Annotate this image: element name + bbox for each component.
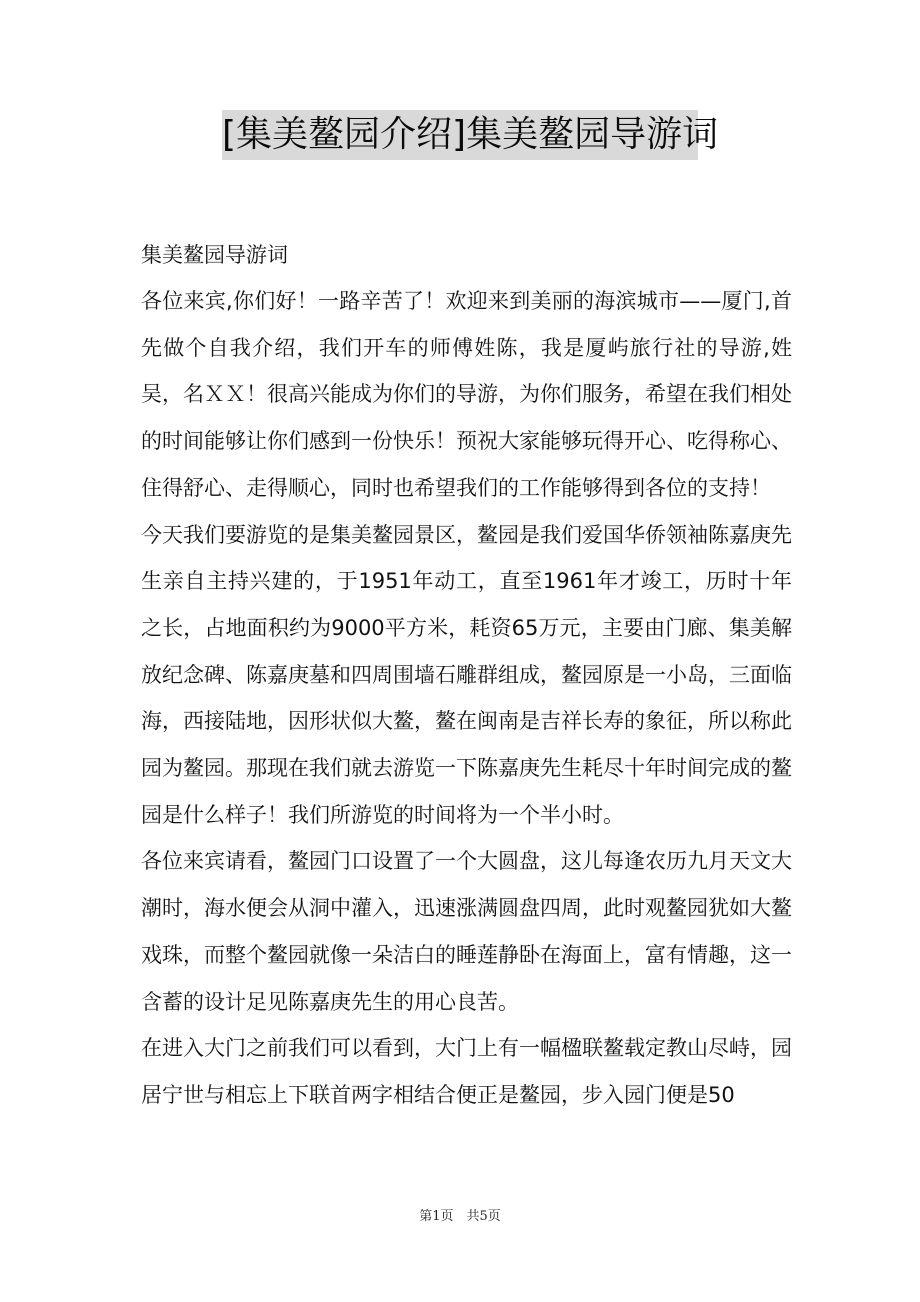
paragraph-welcome: 各位来宾,你们好！一路辛苦了！欢迎来到美丽的海滨城市——厦门,首先做个自我介绍，我们开车的师傅姓陈，我是厦屿旅行社的导游,姓吴，名ＸＸ！很高兴能成为你们的导游，为你们服务，希望在我们相处的时间能够让你们感到一份快乐！预祝大家能够玩得开心、吃得称心、住得舒心、走得顺心，同时也希望我们的工作能够得到各位的支持！ (141, 289, 792, 500)
page-footer: 第1页 共5页 (419, 1209, 501, 1224)
section-heading: 集美鳌园导游词 (141, 243, 288, 267)
document-title: [集美鳌园介绍]集美鳌园导游词 (222, 110, 698, 160)
document-body (141, 232, 792, 1119)
paragraph-entrance-disc: 各位来宾请看，鳌园门口设置了一个大圆盘，这儿每逢农历九月天文大潮时，海水便会从洞中灌入，迅速涨满圆盘四周，此时观鳌园犹如大鳌戏珠，而整个鳌园就像一朵洁白的睡莲静卧在海面上，富有情趣，这一含蓄的设计足见陈嘉庚先生的用心良苦。 (141, 849, 792, 1014)
paragraph-introduction: 今天我们要游览的是集美鳌园景区，鳌园是我们爱国华侨领袖陈嘉庚先生亲自主持兴建的，于1951年动工，直至1961年才竣工，历时十年之长，占地面积约为9000平方米，耗资65万元，主要由门廊、集美解放纪念碑、陈嘉庚墓和四周围墙石雕群组成，鳌园原是一小岛，三面临海，西接陆地，因形状似大鳌，鳌在闽南是吉祥长寿的象征，所以称此园为鳌园。那现在我们就去游览一下陈嘉庚先生耗尽十年时间完成的鳌园是什么样子！我们所游览的时间将为一个半小时。 (141, 522, 792, 827)
paragraph-gate-couplet: 在进入大门之前我们可以看到，大门上有一幅楹联鳌载定教山尽峙，园居宁世与相忘上下联首两字相结合便正是鳌园，步入园门便是50 (141, 1036, 792, 1107)
